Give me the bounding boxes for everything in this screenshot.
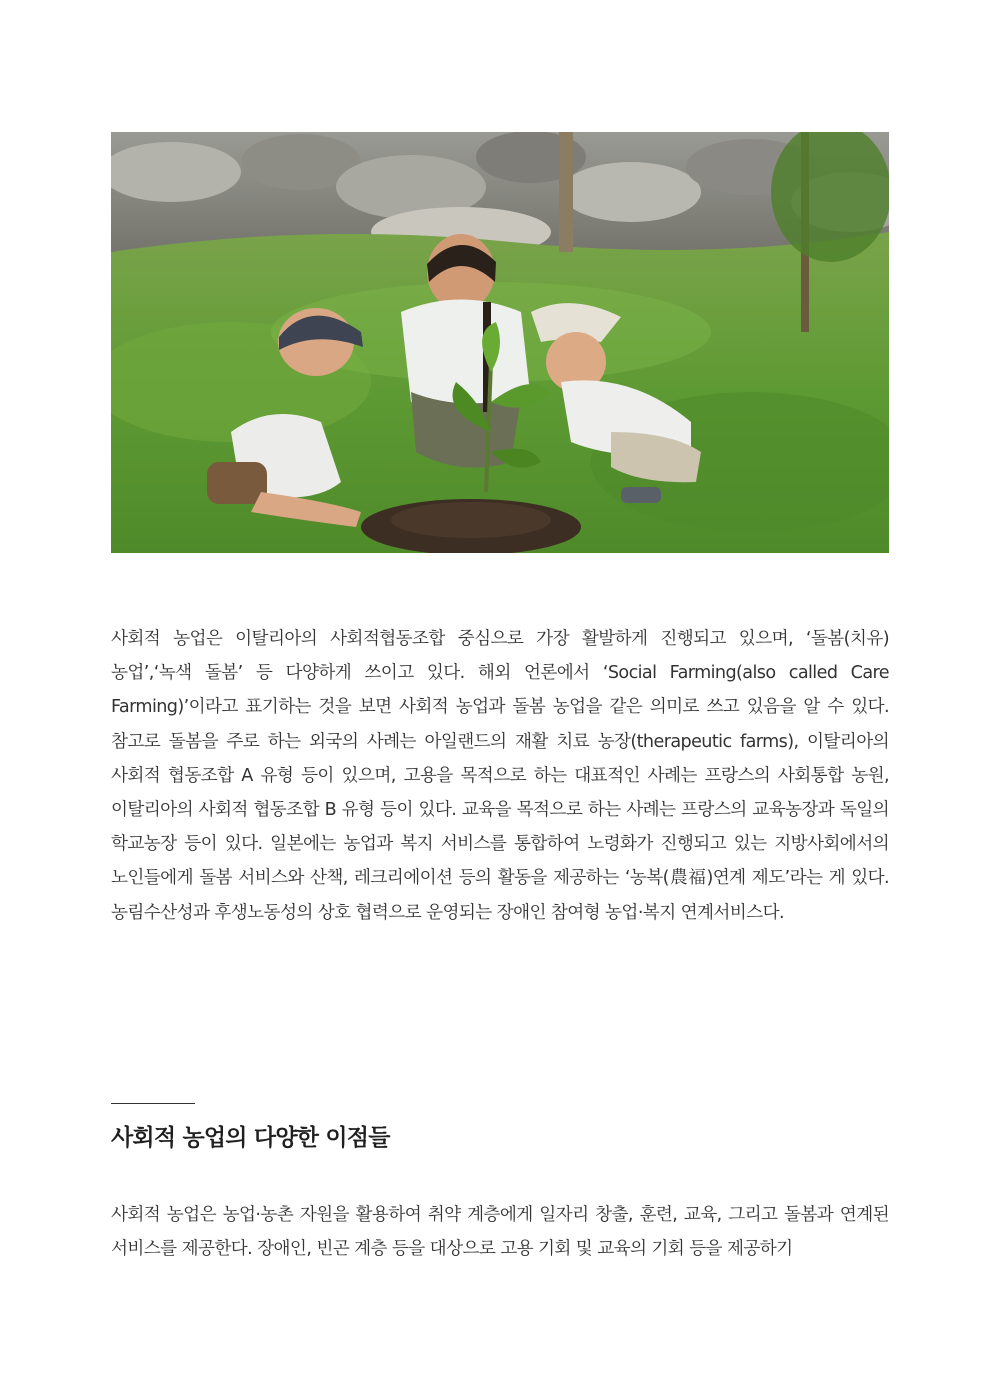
section-divider <box>111 1103 195 1104</box>
section-heading: 사회적 농업의 다양한 이점들 <box>111 1125 390 1151</box>
children-planting-tree-photo <box>111 132 889 553</box>
paragraph-1: 사회적 농업은 이탈리아의 사회적협동조합 중심으로 가장 활발하게 진행되고 있으며, ‘돌봄(치유) 농업’,‘녹색 돌봄’ 등 다양하게 쓰이고 있다. 해외 언론에서 ‘Social Farming(also called Care Farming)’이라고 표기하는 것을 보면 사회적 농업과 돌봄 농업을 같은 의미로 쓰고 있음을 알 수 있다. 참고로 돌봄을 주로 하는 외국의 사례는 아일랜드의 재활 치료 농장(therapeutic farms), 이탈리아의 사회적 협동조합 A 유형 등이 있으며, 고용을 목적으로 하는 대표적인 사례는 프랑스의 사회통합 농원, 이탈리아의 사회적 협동조합 B 유형 등이 있다. 교육을 목적으로 하는 사례는 프랑스의 교육농장과 독일의 학교농장 등이 있다. 일본에는 농업과 복지 서비스를 통합하여 노령화가 진행되고 있는 지방사회에서의 노인들에게 돌봄 서비스와 산책, 레크리에이션 등의 활동을 제공하는 ‘농복(農福)연계 제도’라는 게 있다. 농림수산성과 후생노동성의 상호 협력으로 운영되는 장애인 참여형 농업·복지 연계서비스다. <box>111 629 889 923</box>
paragraph-2: 사회적 농업은 농업·농촌 자원을 활용하여 취약 계층에게 일자리 창출, 훈련, 교육, 그리고 돌봄과 연계된 서비스를 제공한다. 장애인, 빈곤 계층 등을 대상으로 고용 기회 및 교육의 기회 등을 제공하기 <box>111 1205 889 1260</box>
